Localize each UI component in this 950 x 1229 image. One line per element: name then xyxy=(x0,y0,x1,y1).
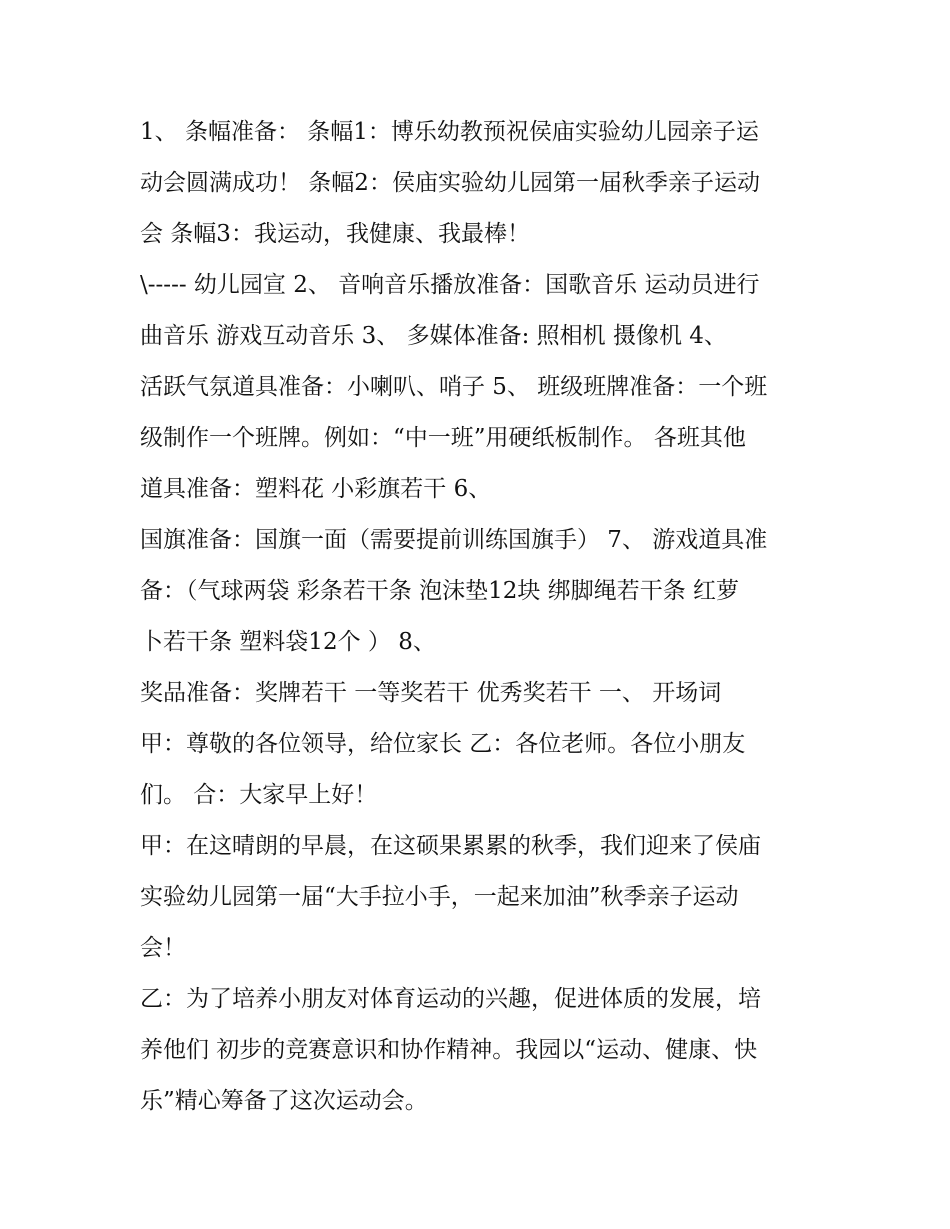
text-line-5: 曲音乐 游戏互动音乐 3、 多媒体准备: 照相机 摄像机 4、 xyxy=(140,323,727,349)
text-line-16: 实验幼儿园第一届“大手拉小手，一起来加油”秋季亲子运动 xyxy=(140,884,739,910)
text-line-9: 国旗准备：国旗一面（需要提前训练国旗手） 7、 游戏道具准 xyxy=(140,527,768,553)
text-line-2: 动会圆满成功！ 条幅2：侯庙实验幼儿园第一届秋季亲子运动 xyxy=(140,170,760,196)
document-body xyxy=(140,107,820,1127)
text-line-11: 卜若干条 塑料袋12个 ） 8、 xyxy=(140,629,436,655)
text-line-17: 会！ xyxy=(140,935,186,961)
text-line-6: 活跃气氛道具准备：小喇叭、哨子 5、 班级班牌准备：一个班 xyxy=(140,374,768,400)
text-line-12: 奖品准备：奖牌若干 一等奖若干 优秀奖若干 一、 开场词 xyxy=(140,680,722,706)
text-line-10: 备：（气球两袋 彩条若干条 泡沫垫12块 绑脚绳若干条 红萝 xyxy=(140,578,740,604)
text-line-7: 级制作一个班牌。例如：“中一班”用硬纸板制作。 各班其他 xyxy=(140,425,746,451)
text-line-15: 甲：在这晴朗的早晨，在这硕果累累的秋季，我们迎来了侯庙 xyxy=(140,833,761,859)
text-line-1: 1、 条幅准备： 条幅1：博乐幼教预祝侯庙实验幼儿园亲子运 xyxy=(140,119,759,145)
text-line-20: 乐”精心筹备了这次运动会。 xyxy=(140,1088,428,1114)
text-line-18: 乙：为了培养小朋友对体育运动的兴趣，促进体质的发展，培 xyxy=(140,986,761,1012)
text-line-8: 道具准备：塑料花 小彩旗若干 6、 xyxy=(140,476,492,502)
text-line-4: \----- 幼儿园宣 2、 音响音乐播放准备：国歌音乐 运动员进行 xyxy=(140,272,760,298)
text-line-14: 们。 合：大家早上好！ xyxy=(140,782,378,808)
text-line-13: 甲：尊敬的各位领导，给位家长 乙：各位老师。各位小朋友 xyxy=(140,731,746,757)
text-line-3: 会 条幅3：我运动，我健康、我最棒！ xyxy=(140,221,530,247)
text-line-19: 养他们 初步的竞赛意识和协作精神。我园以“运动、健康、快 xyxy=(140,1037,758,1063)
